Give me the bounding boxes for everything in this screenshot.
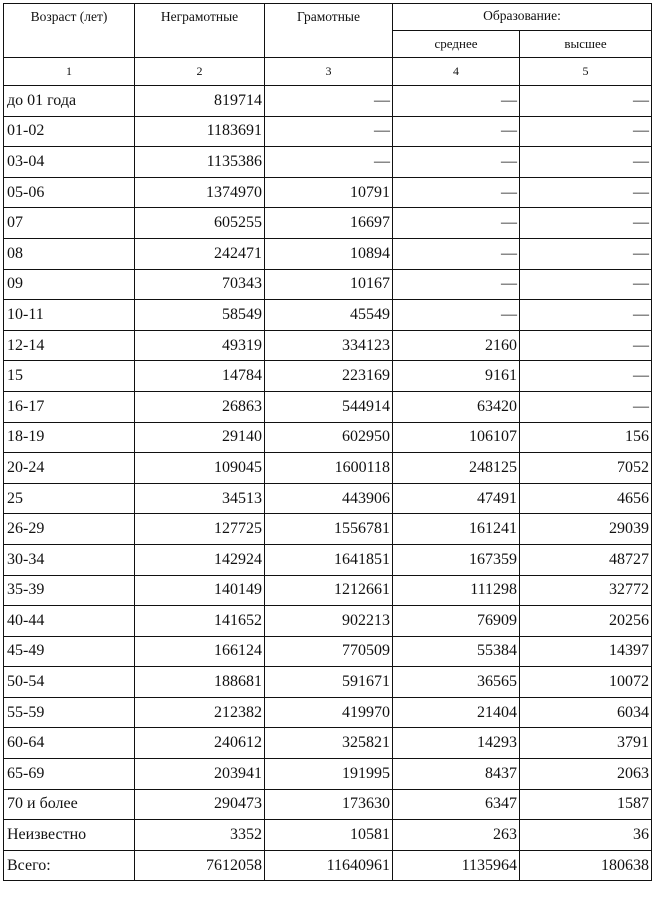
literacy-by-age-table bbox=[3, 3, 652, 881]
cell-secondary: 167359 bbox=[393, 544, 520, 575]
cell-literate: 1212661 bbox=[265, 575, 393, 606]
column-number: 4 bbox=[393, 58, 520, 86]
cell-illiterate: 26863 bbox=[135, 391, 265, 422]
table-row bbox=[4, 544, 652, 575]
cell-age: 16-17 bbox=[4, 391, 135, 422]
cell-secondary: — bbox=[393, 86, 520, 117]
cell-literate: 544914 bbox=[265, 391, 393, 422]
cell-literate: 45549 bbox=[265, 300, 393, 331]
cell-age: 01-02 bbox=[4, 116, 135, 147]
cell-higher: — bbox=[520, 177, 652, 208]
cell-age: 08 bbox=[4, 238, 135, 269]
cell-age: 25 bbox=[4, 483, 135, 514]
cell-secondary: 2160 bbox=[393, 330, 520, 361]
cell-age: 65-69 bbox=[4, 759, 135, 790]
cell-age: 55-59 bbox=[4, 697, 135, 728]
cell-higher: 4656 bbox=[520, 483, 652, 514]
cell-higher: — bbox=[520, 361, 652, 392]
table-row bbox=[4, 514, 652, 545]
table-row bbox=[4, 86, 652, 117]
cell-secondary: — bbox=[393, 238, 520, 269]
cell-secondary: — bbox=[393, 300, 520, 331]
table-row bbox=[4, 728, 652, 759]
table-body bbox=[4, 86, 652, 881]
cell-age: 50-54 bbox=[4, 667, 135, 698]
cell-literate: 770509 bbox=[265, 636, 393, 667]
header-education: Образование: bbox=[393, 4, 652, 31]
table-row bbox=[4, 238, 652, 269]
cell-illiterate: 188681 bbox=[135, 667, 265, 698]
cell-illiterate: 29140 bbox=[135, 422, 265, 453]
cell-higher: 156 bbox=[520, 422, 652, 453]
header-secondary: среднее bbox=[393, 31, 520, 58]
cell-age: 26-29 bbox=[4, 514, 135, 545]
cell-higher: — bbox=[520, 116, 652, 147]
cell-age: Всего: bbox=[4, 850, 135, 881]
cell-age: 35-39 bbox=[4, 575, 135, 606]
cell-higher: 48727 bbox=[520, 544, 652, 575]
cell-illiterate: 242471 bbox=[135, 238, 265, 269]
cell-higher: 3791 bbox=[520, 728, 652, 759]
cell-literate: 902213 bbox=[265, 606, 393, 637]
cell-secondary: — bbox=[393, 269, 520, 300]
cell-illiterate: 70343 bbox=[135, 269, 265, 300]
cell-literate: 419970 bbox=[265, 697, 393, 728]
cell-literate: 1556781 bbox=[265, 514, 393, 545]
cell-secondary: 47491 bbox=[393, 483, 520, 514]
table-row bbox=[4, 820, 652, 851]
cell-age: 10-11 bbox=[4, 300, 135, 331]
cell-illiterate: 1183691 bbox=[135, 116, 265, 147]
cell-literate: 10894 bbox=[265, 238, 393, 269]
cell-secondary: 8437 bbox=[393, 759, 520, 790]
cell-literate: 443906 bbox=[265, 483, 393, 514]
cell-secondary: 248125 bbox=[393, 453, 520, 484]
table-row bbox=[4, 789, 652, 820]
cell-higher: — bbox=[520, 391, 652, 422]
cell-literate: — bbox=[265, 116, 393, 147]
cell-secondary: 76909 bbox=[393, 606, 520, 637]
cell-illiterate: 58549 bbox=[135, 300, 265, 331]
table-row bbox=[4, 667, 652, 698]
cell-illiterate: 49319 bbox=[135, 330, 265, 361]
column-number: 2 bbox=[135, 58, 265, 86]
cell-secondary: — bbox=[393, 116, 520, 147]
cell-age: 40-44 bbox=[4, 606, 135, 637]
cell-illiterate: 141652 bbox=[135, 606, 265, 637]
cell-higher: 14397 bbox=[520, 636, 652, 667]
cell-age: 20-24 bbox=[4, 453, 135, 484]
cell-literate: — bbox=[265, 147, 393, 178]
column-number: 3 bbox=[265, 58, 393, 86]
cell-age: 09 bbox=[4, 269, 135, 300]
header-illiterate: Неграмотные bbox=[135, 4, 265, 58]
cell-higher: — bbox=[520, 86, 652, 117]
column-number: 1 bbox=[4, 58, 135, 86]
cell-illiterate: 140149 bbox=[135, 575, 265, 606]
cell-illiterate: 819714 bbox=[135, 86, 265, 117]
table-row bbox=[4, 636, 652, 667]
cell-higher: — bbox=[520, 208, 652, 239]
cell-illiterate: 203941 bbox=[135, 759, 265, 790]
cell-age: 18-19 bbox=[4, 422, 135, 453]
cell-age: 07 bbox=[4, 208, 135, 239]
cell-age: 03-04 bbox=[4, 147, 135, 178]
header-age: Возраст (лет) bbox=[4, 4, 135, 58]
cell-literate: — bbox=[265, 86, 393, 117]
cell-illiterate: 290473 bbox=[135, 789, 265, 820]
header-literate: Грамотные bbox=[265, 4, 393, 58]
column-number: 5 bbox=[520, 58, 652, 86]
cell-literate: 334123 bbox=[265, 330, 393, 361]
cell-illiterate: 1135386 bbox=[135, 147, 265, 178]
cell-illiterate: 142924 bbox=[135, 544, 265, 575]
total-row bbox=[4, 850, 652, 881]
cell-illiterate: 166124 bbox=[135, 636, 265, 667]
cell-illiterate: 240612 bbox=[135, 728, 265, 759]
cell-age: 45-49 bbox=[4, 636, 135, 667]
cell-higher: 180638 bbox=[520, 850, 652, 881]
cell-secondary: 63420 bbox=[393, 391, 520, 422]
cell-secondary: 55384 bbox=[393, 636, 520, 667]
cell-secondary: 21404 bbox=[393, 697, 520, 728]
cell-age: до 01 года bbox=[4, 86, 135, 117]
cell-higher: 36 bbox=[520, 820, 652, 851]
table-row bbox=[4, 300, 652, 331]
cell-secondary: 1135964 bbox=[393, 850, 520, 881]
table-row bbox=[4, 453, 652, 484]
cell-higher: — bbox=[520, 238, 652, 269]
table-row bbox=[4, 483, 652, 514]
table-row bbox=[4, 269, 652, 300]
cell-illiterate: 212382 bbox=[135, 697, 265, 728]
cell-age: 05-06 bbox=[4, 177, 135, 208]
cell-secondary: 263 bbox=[393, 820, 520, 851]
cell-secondary: 14293 bbox=[393, 728, 520, 759]
cell-illiterate: 605255 bbox=[135, 208, 265, 239]
cell-higher: 32772 bbox=[520, 575, 652, 606]
cell-literate: 1600118 bbox=[265, 453, 393, 484]
cell-higher: 29039 bbox=[520, 514, 652, 545]
cell-illiterate: 14784 bbox=[135, 361, 265, 392]
cell-higher: 10072 bbox=[520, 667, 652, 698]
cell-literate: 16697 bbox=[265, 208, 393, 239]
cell-higher: 2063 bbox=[520, 759, 652, 790]
table-row bbox=[4, 147, 652, 178]
cell-higher: 1587 bbox=[520, 789, 652, 820]
cell-illiterate: 34513 bbox=[135, 483, 265, 514]
cell-literate: 325821 bbox=[265, 728, 393, 759]
cell-secondary: 6347 bbox=[393, 789, 520, 820]
cell-literate: 602950 bbox=[265, 422, 393, 453]
cell-age: 15 bbox=[4, 361, 135, 392]
cell-literate: 173630 bbox=[265, 789, 393, 820]
cell-higher: — bbox=[520, 147, 652, 178]
cell-illiterate: 127725 bbox=[135, 514, 265, 545]
cell-literate: 591671 bbox=[265, 667, 393, 698]
cell-higher: — bbox=[520, 300, 652, 331]
cell-age: 12-14 bbox=[4, 330, 135, 361]
cell-illiterate: 1374970 bbox=[135, 177, 265, 208]
cell-higher: 20256 bbox=[520, 606, 652, 637]
table-row bbox=[4, 422, 652, 453]
cell-secondary: 36565 bbox=[393, 667, 520, 698]
census-table-container bbox=[3, 3, 652, 881]
cell-literate: 11640961 bbox=[265, 850, 393, 881]
cell-literate: 191995 bbox=[265, 759, 393, 790]
table-row bbox=[4, 697, 652, 728]
cell-higher: — bbox=[520, 330, 652, 361]
cell-secondary: 9161 bbox=[393, 361, 520, 392]
cell-higher: — bbox=[520, 269, 652, 300]
table-row bbox=[4, 391, 652, 422]
cell-secondary: 161241 bbox=[393, 514, 520, 545]
cell-secondary: — bbox=[393, 208, 520, 239]
cell-literate: 223169 bbox=[265, 361, 393, 392]
table-row bbox=[4, 606, 652, 637]
cell-literate: 10167 bbox=[265, 269, 393, 300]
cell-age: 30-34 bbox=[4, 544, 135, 575]
header-higher: высшее bbox=[520, 31, 652, 58]
cell-illiterate: 3352 bbox=[135, 820, 265, 851]
table-row bbox=[4, 177, 652, 208]
table-row bbox=[4, 116, 652, 147]
cell-literate: 1641851 bbox=[265, 544, 393, 575]
table-row bbox=[4, 208, 652, 239]
cell-secondary: — bbox=[393, 177, 520, 208]
cell-literate: 10581 bbox=[265, 820, 393, 851]
cell-age: 60-64 bbox=[4, 728, 135, 759]
cell-secondary: 106107 bbox=[393, 422, 520, 453]
table-row bbox=[4, 330, 652, 361]
cell-age: 70 и более bbox=[4, 789, 135, 820]
table-row bbox=[4, 759, 652, 790]
cell-higher: 7052 bbox=[520, 453, 652, 484]
cell-age: Неизвестно bbox=[4, 820, 135, 851]
cell-illiterate: 7612058 bbox=[135, 850, 265, 881]
cell-illiterate: 109045 bbox=[135, 453, 265, 484]
cell-secondary: — bbox=[393, 147, 520, 178]
cell-literate: 10791 bbox=[265, 177, 393, 208]
table-row bbox=[4, 361, 652, 392]
cell-secondary: 111298 bbox=[393, 575, 520, 606]
table-row bbox=[4, 575, 652, 606]
column-number-row bbox=[4, 58, 652, 86]
cell-higher: 6034 bbox=[520, 697, 652, 728]
